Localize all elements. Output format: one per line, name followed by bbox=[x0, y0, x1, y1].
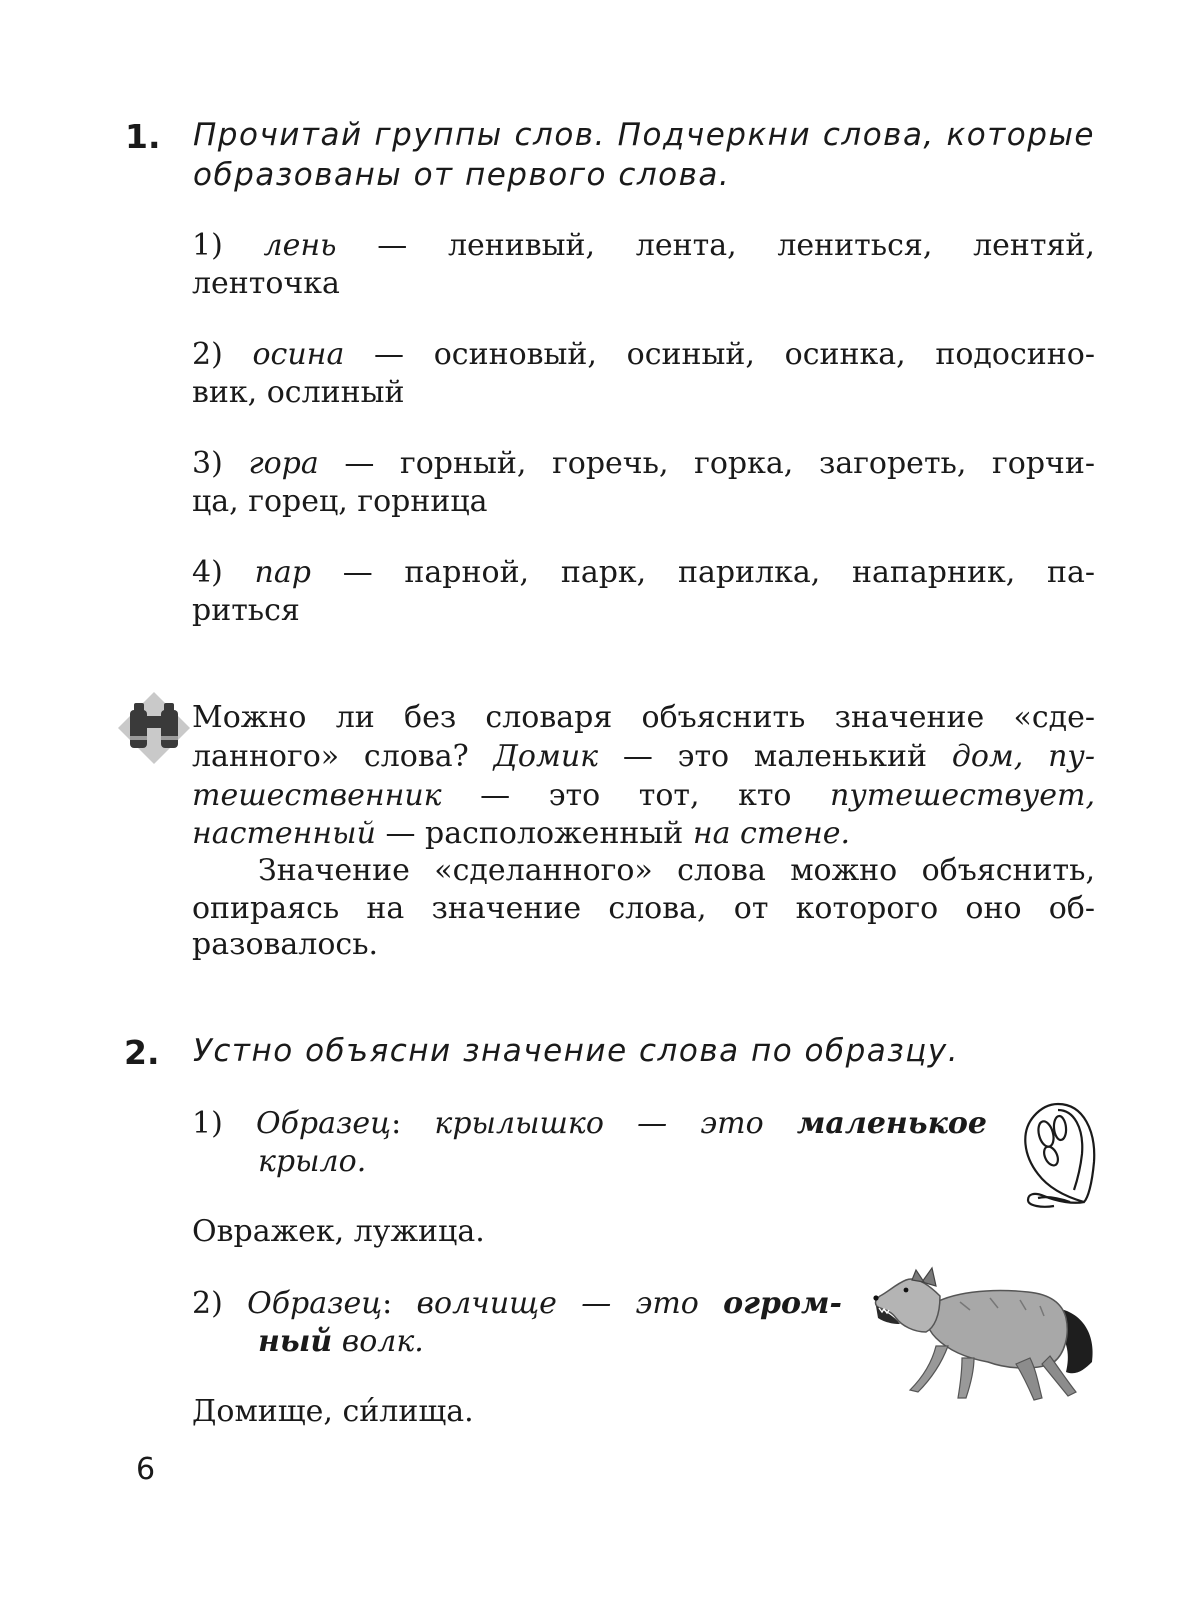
note-paragraph2-line1: Значение «сделанного» слова можно объяснить, bbox=[258, 853, 1095, 888]
task1-item-2-line1: 2) осина — осиновый, осиный, осинка, подосино- bbox=[192, 337, 1095, 372]
task2-example1-line1: 1) Образец: крылышко — это маленькое bbox=[192, 1106, 987, 1141]
wolf-illustration bbox=[870, 1266, 1098, 1406]
task1-item-4-line2: риться bbox=[192, 593, 300, 628]
task1-item-1-line2: ленточка bbox=[192, 266, 340, 301]
note-line-3: тешественник — это тот, кто путешествует, bbox=[192, 778, 1095, 813]
task2-heading: Устно объясни значение слова по образцу. bbox=[193, 1033, 960, 1069]
note-line-2: ланного» слова? Домик — это маленький дом, пу- bbox=[192, 739, 1095, 774]
task1-item-3-line1: 3) гора — горный, горечь, горка, загореть, горчи- bbox=[192, 446, 1095, 481]
root-word: осина bbox=[252, 337, 345, 372]
task2-number: 2. bbox=[124, 1033, 160, 1072]
task2-example2-line2: ный волк. bbox=[258, 1324, 424, 1359]
task2-example1-line2: крыло. bbox=[258, 1144, 367, 1179]
task2-example2-line1: 2) Образец: волчище — это огром- bbox=[192, 1286, 842, 1321]
task1-item-2-line2: вик, ослиный bbox=[192, 375, 405, 410]
root-word: гора bbox=[248, 446, 319, 481]
task1-heading-line1: Прочитай группы слов. Подчеркни слова, которые bbox=[193, 117, 1095, 153]
task1-item-3-line2: ца, горец, горница bbox=[192, 484, 488, 519]
note-paragraph2-line3: разовалось. bbox=[192, 927, 379, 962]
task2-words1: Овражек, лужица. bbox=[192, 1214, 485, 1249]
page-number: 6 bbox=[136, 1452, 156, 1487]
binoculars-icon bbox=[116, 690, 192, 766]
note-paragraph2-line2: опираясь на значение слова, от которого оно об- bbox=[192, 891, 1095, 926]
task2-words2: Домище, си́лища. bbox=[192, 1394, 474, 1429]
note-line-1: Можно ли без словаря объяснить значение «сде- bbox=[192, 700, 1095, 735]
butterfly-wing-icon bbox=[1018, 1098, 1098, 1210]
task1-item-1-line1: 1) лень — ленивый, лента, лениться, лентяй, bbox=[192, 228, 1095, 263]
task1-heading-line2: образованы от первого слова. bbox=[193, 157, 731, 193]
root-word: пар bbox=[254, 555, 311, 590]
task1-number: 1. bbox=[125, 117, 161, 156]
task1-item-4-line1: 4) пар — парной, парк, парилка, напарник, па- bbox=[192, 555, 1096, 590]
root-word: лень bbox=[263, 228, 337, 263]
note-line-4: настенный — расположенный на стене. bbox=[192, 816, 851, 851]
